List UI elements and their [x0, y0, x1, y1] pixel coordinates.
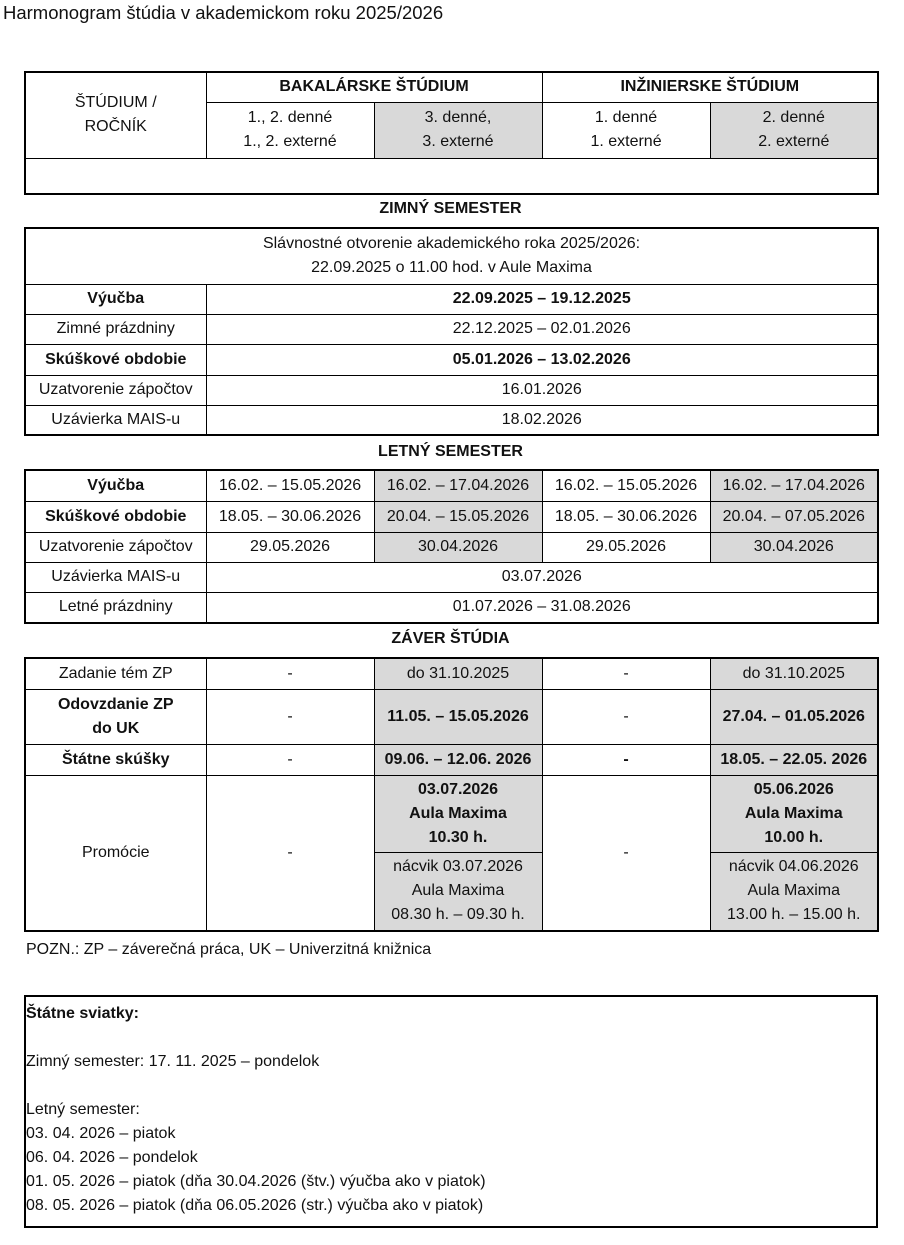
- summer-cell: 16.02. – 15.05.2026: [542, 470, 710, 501]
- col-header-3: 1. denné 1. externé: [542, 102, 710, 158]
- graduation-rehearsal-engineer: nácvik 04.06.2026 Aula Maxima 13.00 h. – 15.00 h.: [710, 852, 878, 931]
- final-table: [24, 657, 879, 932]
- winter-row-label: Výučba: [25, 284, 206, 314]
- header-table: [24, 71, 879, 195]
- summer-row-label: Skúškové obdobie: [25, 501, 206, 532]
- graduation-rehearsal-bachelor: nácvik 03.07.2026 Aula Maxima 08.30 h. – 09.30 h.: [374, 852, 542, 931]
- col-header-2: 3. denné, 3. externé: [374, 102, 542, 158]
- final-cell: -: [542, 658, 710, 689]
- final-row-label: Zadanie tém ZP: [25, 658, 206, 689]
- holiday-item: 01. 05. 2026 – piatok (dňa 30.04.2026 (štv.) výučba ako v piatok): [26, 1173, 486, 1190]
- winter-semester-title: ZIMNÝ SEMESTER: [379, 200, 522, 217]
- summer-cell: 18.05. – 30.06.2026: [206, 501, 374, 532]
- bachelor-header: BAKALÁRSKE ŠTÚDIUM: [206, 72, 542, 102]
- study-year-header: ŠTÚDIUM / ROČNÍK: [25, 72, 206, 158]
- final-cell: do 31.10.2025: [374, 658, 542, 689]
- summer-cell: 20.04. – 15.05.2026: [374, 501, 542, 532]
- summer-row-label: Uzávierka MAIS-u: [25, 562, 206, 592]
- final-cell: -: [206, 658, 374, 689]
- winter-row-label: Skúškové obdobie: [25, 344, 206, 375]
- graduation-ceremony-bachelor: 03.07.2026 Aula Maxima 10.30 h.: [374, 775, 542, 852]
- summer-row-label: Letné prázdniny: [25, 592, 206, 623]
- final-cell: -: [542, 689, 710, 744]
- page-title: Harmonogram štúdia v akademickom roku 2025/2026: [3, 2, 444, 23]
- summer-table: [24, 469, 879, 624]
- empty-row: [25, 158, 878, 194]
- summer-semester-title: LETNÝ SEMESTER: [378, 443, 523, 460]
- summer-row-label: Uzatvorenie zápočtov: [25, 532, 206, 562]
- final-cell: do 31.10.2025: [710, 658, 878, 689]
- summer-row-label: Výučba: [25, 470, 206, 501]
- holidays-summer-title: Letný semester:: [26, 1101, 140, 1118]
- final-cell: 11.05. – 15.05.2026: [374, 689, 542, 744]
- final-cell: -: [206, 689, 374, 744]
- summer-cell: 20.04. – 07.05.2026: [710, 501, 878, 532]
- summer-cell: 30.04.2026: [374, 532, 542, 562]
- state-holidays-box: [24, 995, 878, 1228]
- opening-ceremony: Slávnostné otvorenie akademického roka 2025/2026: 22.09.2025 o 11.00 hod. v Aule Maxima: [25, 228, 878, 284]
- winter-row-value: 16.01.2026: [206, 375, 878, 405]
- winter-row-value: 22.09.2025 – 19.12.2025: [206, 284, 878, 314]
- final-cell: -: [542, 775, 710, 931]
- summer-cell: 30.04.2026: [710, 532, 878, 562]
- graduation-ceremony-engineer: 05.06.2026 Aula Maxima 10.00 h.: [710, 775, 878, 852]
- holiday-item: 08. 05. 2026 – piatok (dňa 06.05.2026 (str.) výučba ako v piatok): [26, 1197, 484, 1214]
- summer-cell: 29.05.2026: [206, 532, 374, 562]
- summer-cell: 16.02. – 15.05.2026: [206, 470, 374, 501]
- winter-row-label: Zimné prázdniny: [25, 314, 206, 344]
- winter-row-value: 22.12.2025 – 02.01.2026: [206, 314, 878, 344]
- winter-row-label: Uzávierka MAIS-u: [25, 405, 206, 435]
- summer-cell: 16.02. – 17.04.2026: [710, 470, 878, 501]
- holidays-title: Štátne sviatky:: [26, 1005, 139, 1022]
- winter-row-value: 05.01.2026 – 13.02.2026: [206, 344, 878, 375]
- summer-cell: 18.05. – 30.06.2026: [542, 501, 710, 532]
- engineer-header: INŽINIERSKE ŠTÚDIUM: [542, 72, 878, 102]
- holidays-winter: Zimný semester: 17. 11. 2025 – pondelok: [26, 1053, 320, 1070]
- abbreviation-note: POZN.: ZP – záverečná práca, UK – Univerzitná knižnica: [26, 941, 432, 958]
- holiday-item: 03. 04. 2026 – piatok: [26, 1125, 176, 1142]
- holiday-item: 06. 04. 2026 – pondelok: [26, 1149, 198, 1166]
- winter-table: [24, 227, 879, 436]
- final-cell: -: [206, 775, 374, 931]
- col-header-4: 2. denné 2. externé: [710, 102, 878, 158]
- col-header-1: 1., 2. denné 1., 2. externé: [206, 102, 374, 158]
- final-studies-title: ZÁVER ŠTÚDIA: [391, 630, 510, 647]
- final-cell: -: [206, 744, 374, 775]
- final-cell: -: [542, 744, 710, 775]
- summer-cell: 01.07.2026 – 31.08.2026: [206, 592, 878, 623]
- summer-cell: 03.07.2026: [206, 562, 878, 592]
- summer-cell: 29.05.2026: [542, 532, 710, 562]
- final-cell: 09.06. – 12.06. 2026: [374, 744, 542, 775]
- final-row-label: Promócie: [25, 775, 206, 931]
- final-row-label: Štátne skúšky: [25, 744, 206, 775]
- summer-cell: 16.02. – 17.04.2026: [374, 470, 542, 501]
- final-row-label: Odovzdanie ZP do UK: [25, 689, 206, 744]
- winter-row-label: Uzatvorenie zápočtov: [25, 375, 206, 405]
- winter-row-value: 18.02.2026: [206, 405, 878, 435]
- final-cell: 18.05. – 22.05. 2026: [710, 744, 878, 775]
- final-cell: 27.04. – 01.05.2026: [710, 689, 878, 744]
